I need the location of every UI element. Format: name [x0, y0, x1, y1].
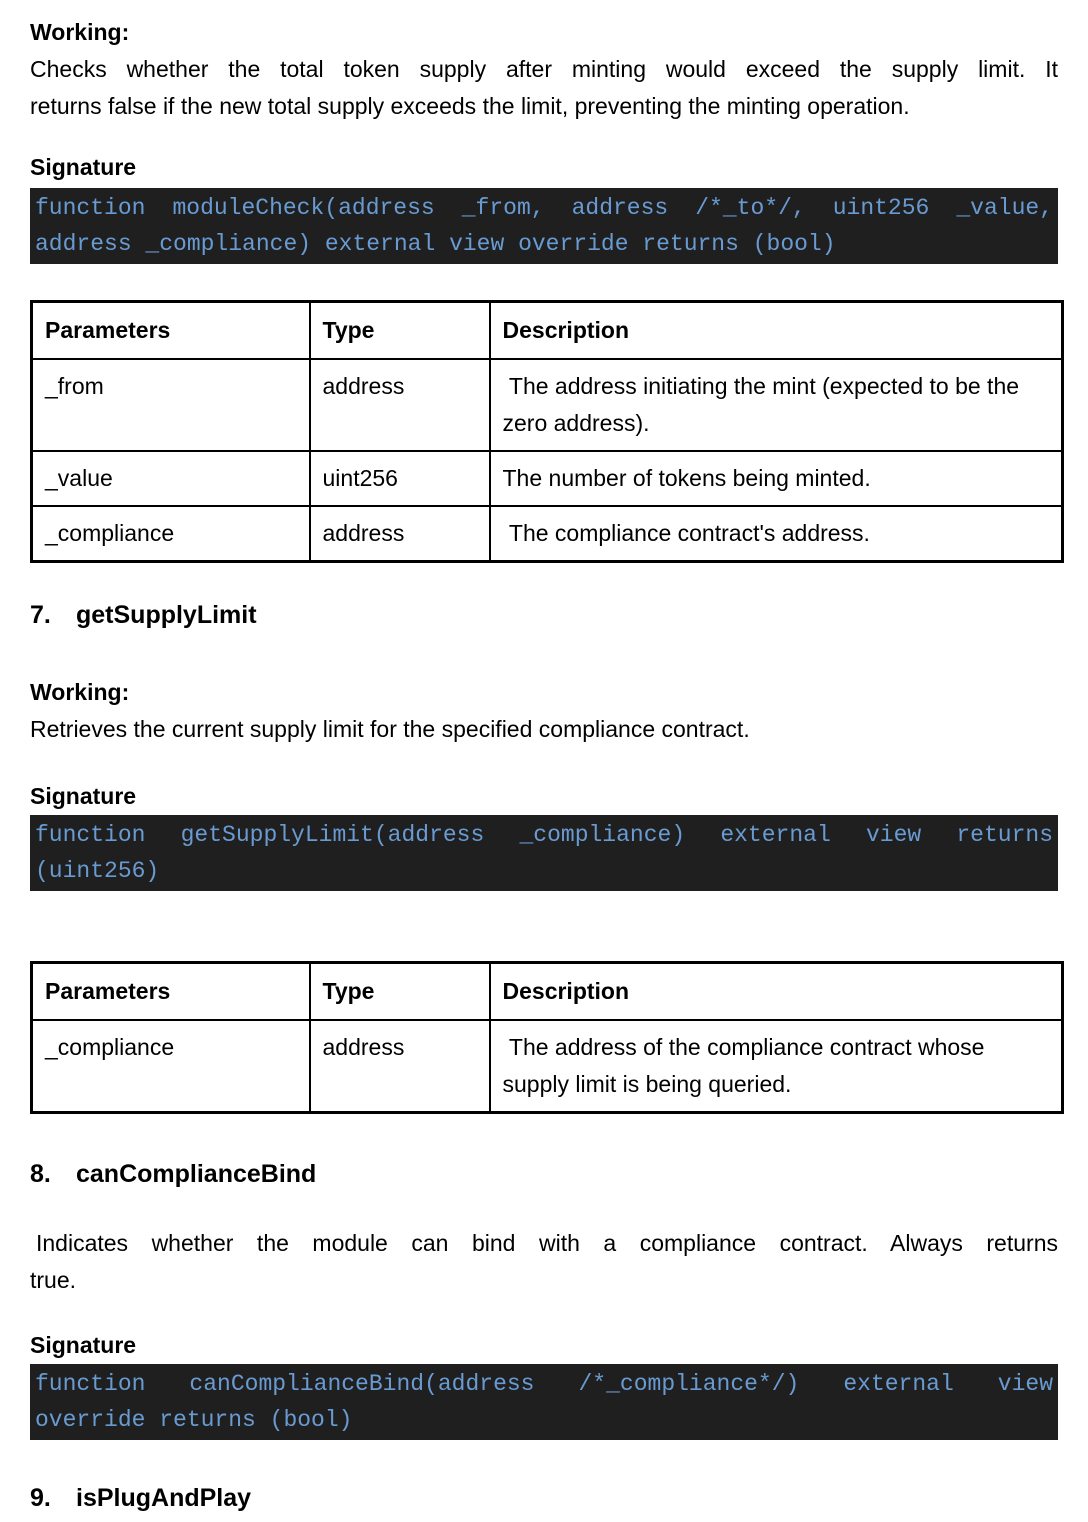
- section-isplugandplay: [30, 1480, 1058, 1517]
- param-name-cell: _from: [32, 359, 310, 451]
- paragraph-line: returns false if the new total supply exceeds the limit, preventing the minting operation.: [30, 93, 910, 119]
- table-header-row: [32, 963, 1063, 1021]
- column-header-type: Type: [310, 963, 490, 1021]
- code-block-cancompliancebind: [30, 1364, 1058, 1440]
- working-paragraph: [30, 711, 1058, 748]
- code-block-modulecheck: [30, 188, 1058, 264]
- param-name-cell: _compliance: [32, 1020, 310, 1113]
- param-name-cell: _value: [32, 451, 310, 506]
- code-line: function canComplianceBind(address /*_compliance*/) external view: [35, 1371, 1053, 1397]
- working-heading: Working:: [30, 679, 130, 705]
- param-type-cell: address: [310, 506, 490, 562]
- table-row: [32, 1020, 1063, 1113]
- param-description-cell: The address initiating the mint (expected to be the zero address).: [490, 359, 1063, 451]
- code-line: function moduleCheck(address _from, address /*_to*/, uint256 _value,: [35, 195, 1053, 221]
- code-line: (uint256): [35, 858, 160, 884]
- heading-number: 7.: [30, 601, 51, 629]
- heading-title: canComplianceBind: [76, 1160, 317, 1188]
- column-header-type: Type: [310, 302, 490, 360]
- section-modulecheck: [30, 14, 1058, 563]
- column-header-description: Description: [490, 302, 1063, 360]
- section-getsupplylimit: [30, 597, 1058, 1114]
- parameters-table-getsupplylimit: [30, 961, 1064, 1114]
- table-header-row: [32, 302, 1063, 360]
- param-type-cell: address: [310, 359, 490, 451]
- column-header-parameters: Parameters: [32, 963, 310, 1021]
- signature-heading: Signature: [30, 1332, 137, 1358]
- heading-isplugandplay: [30, 1480, 1058, 1517]
- heading-getsupplylimit: [30, 597, 1058, 634]
- param-description-cell: The compliance contract's address.: [490, 506, 1063, 562]
- paragraph-line: Retrieves the current supply limit for the specified compliance contract.: [30, 716, 750, 742]
- heading-title: getSupplyLimit: [76, 601, 257, 629]
- heading-title: isPlugAndPlay: [76, 1484, 252, 1512]
- signature-heading: Signature: [30, 154, 137, 180]
- param-description-cell: The number of tokens being minted.: [490, 451, 1063, 506]
- paragraph-line: Checks whether the total token supply after minting would exceed the supply limit. It: [30, 56, 1058, 82]
- column-header-description: Description: [490, 963, 1063, 1021]
- table-row: [32, 451, 1063, 506]
- column-header-parameters: Parameters: [32, 302, 310, 360]
- table-row: [32, 359, 1063, 451]
- param-name-cell: _compliance: [32, 506, 310, 562]
- working-paragraph: [30, 51, 1058, 125]
- param-type-cell: uint256: [310, 451, 490, 506]
- table-row: [32, 506, 1063, 562]
- heading-number: 8.: [30, 1160, 51, 1188]
- code-block-getsupplylimit: [30, 815, 1058, 891]
- code-line: function getSupplyLimit(address _compliance) external view returns: [35, 822, 1053, 848]
- heading-number: 9.: [30, 1484, 51, 1512]
- param-type-cell: address: [310, 1020, 490, 1113]
- signature-heading: Signature: [30, 783, 137, 809]
- parameters-table-modulecheck: [30, 300, 1064, 563]
- section-cancompliancebind: [30, 1156, 1058, 1440]
- paragraph-line: Indicates whether the module can bind with a compliance contract. Always returns: [36, 1230, 1058, 1256]
- paragraph-line: true.: [30, 1267, 77, 1293]
- description-paragraph: [30, 1225, 1058, 1299]
- heading-cancompliancebind: [30, 1156, 1058, 1193]
- code-line: address _compliance) external view override returns (bool): [35, 231, 836, 257]
- param-description-cell: The address of the compliance contract whose supply limit is being queried.: [490, 1020, 1063, 1113]
- code-line: override returns (bool): [35, 1407, 353, 1433]
- working-heading: Working:: [30, 19, 130, 45]
